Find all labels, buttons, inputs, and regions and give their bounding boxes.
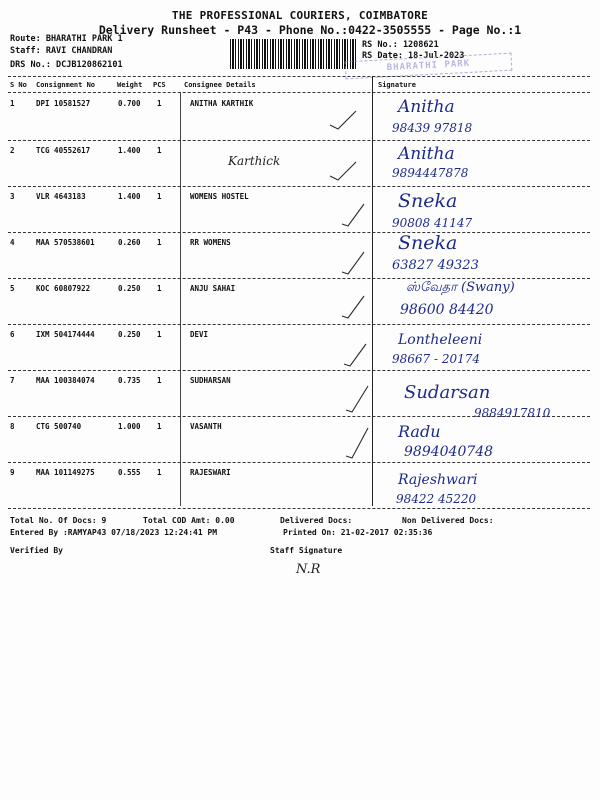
- row-sno: 5: [10, 284, 15, 293]
- entered-by: Entered By :RAMYAP43 07/18/2023 12:24:41 PM: [10, 528, 218, 537]
- row-weight: 1.400: [118, 146, 141, 155]
- row-consignee: WOMENS HOSTEL: [190, 192, 249, 201]
- col-consignee: Consignee Details: [184, 81, 256, 89]
- table-bottom-rule: [8, 508, 590, 509]
- row-sno: 2: [10, 146, 15, 155]
- row-weight: 0.555: [118, 468, 141, 477]
- row-consignment: DPI 10581527: [36, 99, 91, 108]
- row-weight: 0.735: [118, 376, 141, 385]
- table-row: 9 MAA 101149275 0.555 1 RAJESWARI Rajeshwari 98422 45220: [10, 468, 478, 506]
- route-stamp: BHARATHI PARK: [345, 53, 513, 80]
- delivered-docs: Delivered Docs:: [280, 516, 353, 525]
- verified-by: Verified By: [10, 546, 63, 555]
- check-mark-icon: [342, 342, 368, 368]
- row-divider: [8, 278, 590, 279]
- staff-signature: N.R: [296, 562, 321, 577]
- row-pcs: 1: [157, 99, 162, 108]
- check-mark-icon: [328, 109, 358, 131]
- row-consignment: KOC 60807922: [36, 284, 91, 293]
- table-row: 7 MAA 100384074 0.735 1 SUDHARSAN Sudarsan 9884917810: [10, 376, 551, 420]
- drs-number: DRS No.: DCJB120862101: [10, 60, 123, 70]
- row-pcs: 1: [157, 468, 162, 477]
- check-mark-icon: [328, 160, 358, 182]
- table-top-rule: [8, 76, 590, 77]
- row-sno: 6: [10, 330, 15, 339]
- row-consignment: MAA 101149275: [36, 468, 95, 477]
- table-row: 2 TCG 40552617 1.400 1 Karthick Anitha 9894447878: [10, 144, 469, 180]
- check-mark-icon: [340, 202, 366, 228]
- row-weight: 0.260: [118, 238, 141, 247]
- row-divider: [8, 416, 590, 417]
- check-mark-icon: [344, 384, 370, 414]
- total-docs: Total No. Of Docs: 9: [10, 516, 107, 525]
- row-sno: 7: [10, 376, 15, 385]
- table-row: 3 VLR 4643183 1.400 1 WOMENS HOSTEL Sneka 90808 41147: [10, 190, 473, 230]
- row-consignment: CTG 500740: [36, 422, 82, 431]
- rs-number: RS No.: 1208621: [362, 40, 439, 50]
- row-pcs: 1: [157, 238, 162, 247]
- row-consignment: MAA 100384074: [36, 376, 95, 385]
- row-consignee: RR WOMENS: [190, 238, 231, 247]
- check-mark-icon: [344, 426, 370, 460]
- row-weight: 0.700: [118, 99, 141, 108]
- row-divider: [8, 462, 590, 463]
- row-consignee: ANITHA KARTHIK: [190, 99, 254, 108]
- table-row: 8 CTG 500740 1.000 1 VASANTH Radu 9894040748: [10, 422, 494, 460]
- row-consignee: RAJESWARI: [190, 468, 231, 477]
- row-consignment: IXM 504174444: [36, 330, 95, 339]
- row-consignee: SUDHARSAN: [190, 376, 231, 385]
- table-row: 5 KOC 60807922 0.250 1 ANJU SAHAI ஸ்வேதா (Swany) 98600 84420: [10, 280, 515, 318]
- printed-on: Printed On: 21-02-2017 02:35:36: [283, 528, 433, 537]
- row-sno: 4: [10, 238, 15, 247]
- row-pcs: 1: [157, 422, 162, 431]
- row-weight: 1.400: [118, 192, 141, 201]
- row-divider: [8, 232, 590, 233]
- company-title: THE PROFESSIONAL COURIERS, COIMBATORE: [171, 9, 429, 22]
- row-divider: [8, 370, 590, 371]
- staff-label: Staff: RAVI CHANDRAN: [10, 46, 113, 56]
- col-weight: Weight: [117, 81, 143, 89]
- check-mark-icon: [340, 250, 366, 276]
- handwritten-note: Karthick: [228, 154, 281, 168]
- row-consignee: ANJU SAHAI: [190, 284, 236, 293]
- row-sno: 9: [10, 468, 15, 477]
- row-weight: 0.250: [118, 330, 141, 339]
- row-pcs: 1: [157, 284, 162, 293]
- row-sno: 3: [10, 192, 15, 201]
- row-sno: 8: [10, 422, 15, 431]
- row-consignment: TCG 40552617: [36, 146, 91, 155]
- route-label: Route: BHARATHI PARK 1: [10, 34, 123, 44]
- col-sno: S No: [10, 81, 27, 89]
- col-signature: Signature: [378, 81, 416, 89]
- table-row: 6 IXM 504174444 0.250 1 DEVI Lontheleeni 98667 - 20174: [10, 330, 483, 366]
- staff-signature-label: Staff Signature: [270, 546, 343, 555]
- row-divider: [8, 186, 590, 187]
- barcode: [230, 39, 358, 69]
- table-header-rule: [8, 92, 590, 93]
- total-cod: Total COD Amt: 0.00: [143, 516, 235, 525]
- row-consignment: MAA 570538601: [36, 238, 95, 247]
- row-pcs: 1: [157, 376, 162, 385]
- rs-date: RS Date: 18-Jul-2023: [362, 51, 465, 61]
- row-pcs: 1: [157, 330, 162, 339]
- check-mark-icon: [340, 294, 366, 320]
- row-pcs: 1: [157, 192, 162, 201]
- row-weight: 1.000: [118, 422, 141, 431]
- row-sno: 1: [10, 99, 15, 108]
- row-consignee: DEVI: [190, 330, 209, 339]
- row-consignee: VASANTH: [190, 422, 222, 431]
- table-row: 1 DPI 10581527 0.700 1 ANITHA KARTHIK Anitha 98439 97818: [10, 97, 473, 135]
- col-pcs: PCS: [153, 81, 166, 89]
- row-consignment: VLR 4643183: [36, 192, 86, 201]
- row-divider: [8, 324, 590, 325]
- col-consignment: Consignment No: [36, 81, 96, 89]
- table-row: 4 MAA 570538601 0.260 1 RR WOMENS Sneka 63827 49323: [0, 238, 600, 284]
- non-delivered-docs: Non Delivered Docs:: [402, 516, 494, 525]
- runsheet-subtitle: Delivery Runsheet - P43 - Phone No.:0422-3505555 - Page No.:1: [98, 23, 522, 37]
- row-divider: [8, 140, 590, 141]
- row-weight: 0.250: [118, 284, 141, 293]
- row-pcs: 1: [157, 146, 162, 155]
